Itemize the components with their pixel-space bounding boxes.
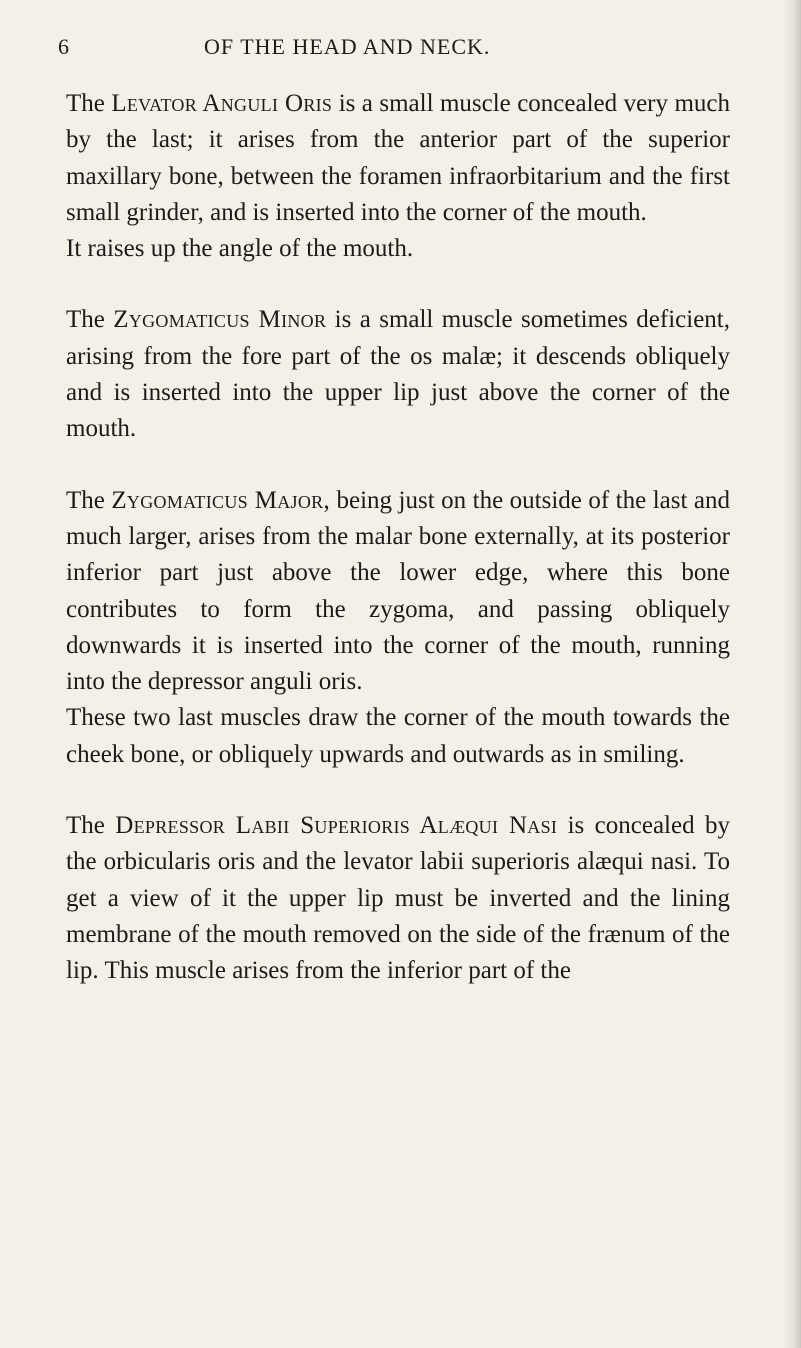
- body-text: [66, 86, 730, 990]
- paragraph-lead: The: [66, 812, 116, 840]
- paragraph-zygomaticus-minor: [66, 302, 730, 447]
- page-edge-shadow: [783, 0, 801, 1348]
- muscle-name-depressor-labii: Depressor Labii Superioris Alæqui Nasi: [115, 812, 558, 840]
- page-number: 6: [58, 34, 70, 59]
- paragraph-text: is a small muscle concealed very much by the last; it arises from the anterior part of the superior maxillary bone, between the foramen infraorbitarium and the first small grinder, and is inserted into the corner of the mouth.: [66, 90, 730, 226]
- muscle-name-levator-anguli-oris: Levator Anguli Oris: [111, 90, 333, 117]
- paragraph-levator-anguli-oris: [66, 86, 730, 231]
- paragraph-lead: The: [66, 90, 112, 117]
- paragraph-zygomaticus-major: [66, 483, 730, 701]
- paragraph-text: These two last muscles draw the corner of the mouth towards the cheek bone, or obliquely upwards and outwards as in smiling.: [66, 704, 730, 768]
- paragraph-lead: The: [66, 306, 114, 334]
- paragraph-lead: The: [66, 486, 112, 514]
- paragraph-depressor-labii: [66, 808, 730, 989]
- muscle-name-zygomaticus-major: Zygomaticus Major,: [111, 486, 331, 514]
- paragraph-text: It raises up the angle of the mouth.: [66, 235, 414, 263]
- running-head: OF THE HEAD AND NECK.: [204, 34, 491, 59]
- paragraph-text: is a small muscle sometimes deficient, arising from the fore part of the os malæ; it descends obliquely and is inserted into the upper lip just above the corner of the mouth.: [66, 306, 730, 443]
- paragraph-text: is concealed by the orbicularis oris and the levator labii superioris alæqui nasi. To get a view of it the upper lip must be inverted and the lining membrane of the mouth removed on the side of the frænum of the lip. This muscle arises from the inferior part of the: [66, 812, 730, 985]
- muscle-name-zygomaticus-minor: Zygomaticus Minor: [113, 306, 327, 334]
- paragraph-levator-function: [66, 231, 730, 267]
- paragraph-text: being just on the outside of the last and much larger, arises from the malar bone externally, at its posterior inferior part just above the lower edge, where this bone contributes to form the zygoma, and passing obliquely downwards it is inserted into the corner of the mouth, running into the depressor anguli oris.: [66, 486, 730, 696]
- page-header: [58, 34, 758, 74]
- paragraph-zygomatic-function: [66, 700, 730, 773]
